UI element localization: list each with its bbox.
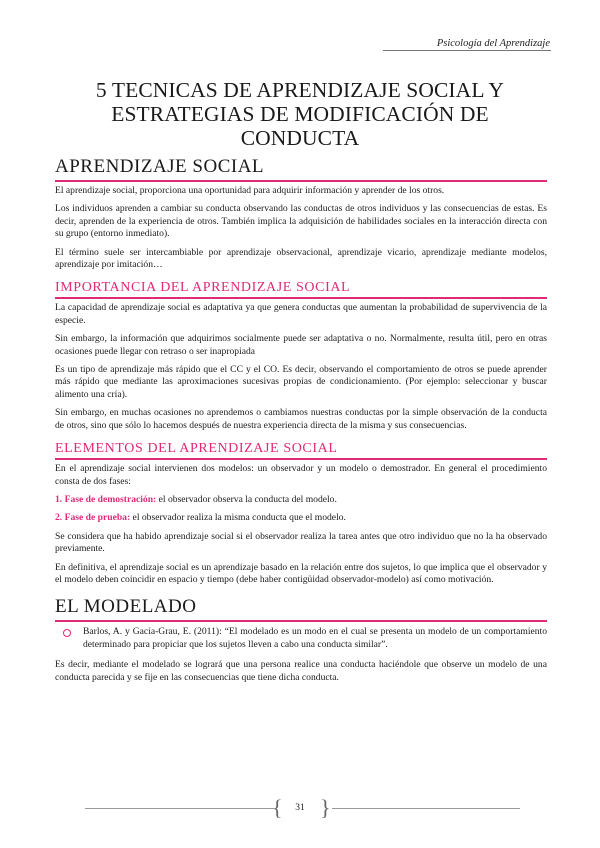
- paragraph: La capacidad de aprendizaje social es adaptativa ya que genera conductas que aumentan la probabilidad de supervivencia de la especie.: [55, 302, 547, 326]
- phase-1-label: 1. Fase de demostración:: [55, 493, 157, 505]
- paragraph: El término suele ser intercambiable por aprendizaje observacional, aprendizaje vicario, aprendizaje mediante modelos, aprendizaje por imitación…: [55, 246, 547, 271]
- paragraph: Los individuos aprenden a cambiar su conducta observando las conductas de otros individuos y las consecuencias de estas. Es decir, aprenden de la experiencia de otros. También implica la adquisición de habilidades sociales en la interacción directa con su grupo (entorno inmediato).: [55, 203, 547, 240]
- paragraph: Es decir, mediante el modelado se logrará que una persona realice una conducta haciéndole que observe un modelo de una conducta parecida y se fije en las consecuencias que tiene dicha conducta.: [55, 659, 547, 683]
- footer-bracket-left-icon: {: [272, 795, 283, 820]
- running-header: Psicología del Aprendizaje: [436, 38, 550, 49]
- paragraph: En el aprendizaje social intervienen dos modelos: un observador y un modelo o demostrador. En general el procedimiento consta de dos fases:: [55, 463, 547, 487]
- phase-2-label: 2. Fase de prueba:: [55, 512, 131, 524]
- bullet-circle-icon: [63, 629, 71, 637]
- page-content: [55, 156, 547, 690]
- heading-modelado: EL MODELADO: [55, 596, 547, 622]
- paragraph: Sin embargo, en muchas ocasiones no aprendemos o cambiamos nuestras conductas por la simple observación de la conducta de otros, sino que sólo lo hacemos después de nuestra experiencia directa de la misma y sus consecuencias.: [55, 407, 547, 431]
- list-item: [55, 626, 547, 651]
- phase-1: [55, 494, 547, 506]
- page-number: 31: [295, 803, 305, 813]
- paragraph: El aprendizaje social, proporciona una oportunidad para adquirir información y aprender de los otros.: [55, 185, 445, 196]
- footer-rule-right: [332, 808, 520, 809]
- paragraph: En definitiva, el aprendizaje social es un aprendizaje basado en la relación entre dos sujetos, lo que implica que el observador y el modelo deben coincidir en espacio y tiempo (debe haber contigüidad observador-modelo) así como motivación.: [55, 561, 547, 585]
- quote-text: Barlos, A. y Gacía-Grau, E. (2011): “El modelado es un modo en el cual se presenta un modelo de un comportamiento determinado para propiciar que los sujetos lleven a cabo una conducta similar”.: [83, 626, 547, 650]
- header-rule: [383, 50, 551, 51]
- heading-elementos: ELEMENTOS DEL APRENDIZAJE SOCIAL: [55, 440, 547, 460]
- phase-2-text: el observador realiza la misma conducta que el modelo.: [130, 512, 346, 524]
- heading-importancia: IMPORTANCIA DEL APRENDIZAJE SOCIAL: [55, 279, 547, 299]
- footer-bracket-right-icon: }: [320, 795, 331, 820]
- paragraph: Es un tipo de aprendizaje más rápido que el CC y el CO. Es decir, observando el comportamiento de otros se puede aprender más rápido que mediante las aproximaciones sucesivas propias de condicionamiento. (Por ejemplo: seleccionar y buscar alimento una cría).: [55, 364, 547, 400]
- heading-aprendizaje-social: APRENDIZAJE SOCIAL: [55, 156, 547, 182]
- paragraph: Sin embargo, la información que adquirimos socialmente puede ser adaptativa o no. Normalmente, resulta útil, pero en otras ocasiones puede llegar con retraso o ser inapropiada: [55, 333, 547, 357]
- paragraph: Se considera que ha habido aprendizaje social si el observador realiza la tarea antes que otro individuo que no la ha observado previamente.: [55, 530, 547, 555]
- footer-rule-left: [85, 808, 274, 809]
- phase-2: [55, 512, 547, 524]
- page-title: 5 TECNICAS DE APRENDIZAJE SOCIAL Y ESTRATEGIAS DE MODIFICACIÓN DE CONDUCTA: [95, 78, 505, 150]
- phase-1-text: el observador observa la conducta del modelo.: [156, 493, 337, 505]
- page-footer: [0, 796, 600, 826]
